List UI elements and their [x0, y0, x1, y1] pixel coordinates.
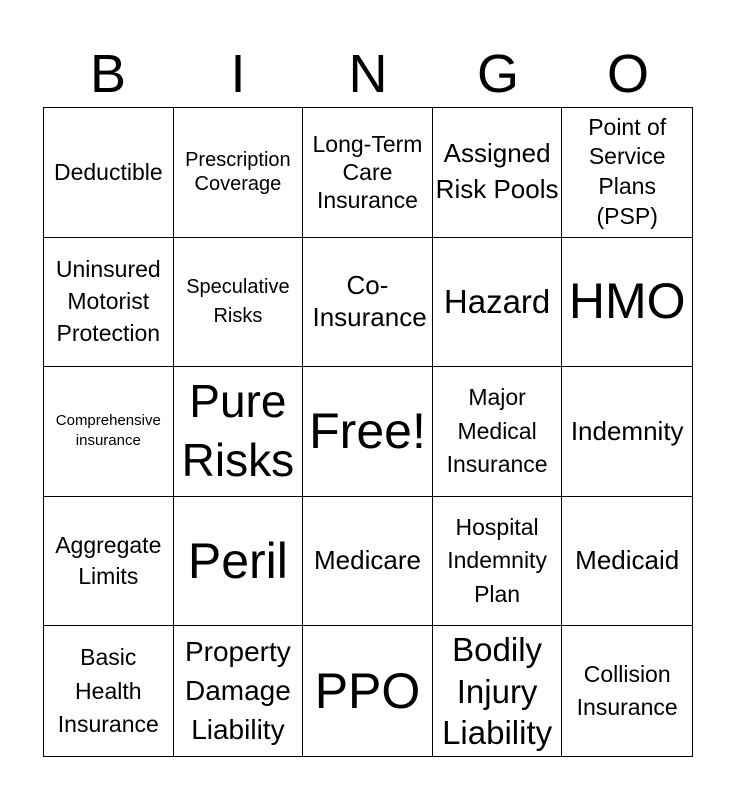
cell-label: Comprehensive insurance: [55, 412, 161, 450]
bingo-cell[interactable]: [562, 367, 692, 497]
bingo-cell[interactable]: [174, 108, 304, 238]
cell-label: Major Medical Insurance: [446, 384, 548, 478]
bingo-cell[interactable]: [44, 108, 174, 238]
bingo-cell[interactable]: [303, 626, 433, 756]
header-letter-i: I: [230, 44, 246, 104]
header-letter-n: N: [348, 44, 388, 104]
cell-label: HMO: [568, 273, 686, 330]
bingo-card-grid: [43, 107, 693, 757]
cell-label: Medicaid: [575, 545, 680, 576]
bingo-cell[interactable]: [44, 626, 174, 756]
bingo-cell[interactable]: [433, 238, 563, 368]
bingo-cell[interactable]: [433, 626, 563, 756]
header-letter-o: O: [606, 44, 649, 104]
cell-label: Deductible: [53, 159, 163, 186]
bingo-cell[interactable]: [44, 238, 174, 368]
cell-label: Uninsured Motorist Protection: [55, 256, 161, 346]
cell-label: Speculative Risks: [186, 275, 290, 327]
cell-label: Hazard: [443, 282, 551, 320]
bingo-cell[interactable]: [562, 497, 692, 627]
cell-label: Pure Risks: [181, 374, 295, 487]
bingo-cell[interactable]: [174, 626, 304, 756]
bingo-cell[interactable]: [174, 367, 304, 497]
bingo-cell[interactable]: [303, 238, 433, 368]
bingo-cell[interactable]: [433, 367, 563, 497]
cell-label: Basic Health Insurance: [57, 644, 159, 737]
bingo-cell[interactable]: [303, 497, 433, 627]
cell-label: Long-Term Care Insurance: [312, 131, 423, 214]
cell-label: Free!: [309, 402, 426, 459]
cell-label: Assigned Risk Pools: [435, 138, 559, 205]
bingo-cell[interactable]: [303, 367, 433, 497]
bingo-header: [43, 40, 693, 108]
bingo-cell[interactable]: [562, 626, 692, 756]
cell-label: Collision Insurance: [576, 660, 678, 721]
cell-label: Point of Service Plans (PSP): [588, 113, 667, 230]
cell-label: Peril: [187, 532, 288, 589]
bingo-cell[interactable]: [303, 108, 433, 238]
cell-label: Aggregate Limits: [55, 532, 162, 590]
bingo-cell[interactable]: [174, 238, 304, 368]
header-letter-g: G: [476, 44, 519, 104]
cell-label: Prescription Coverage: [185, 148, 291, 196]
cell-label: Medicare: [314, 545, 421, 576]
bingo-cell[interactable]: [174, 497, 304, 627]
cell-label: Indemnity: [570, 415, 684, 446]
bingo-cell[interactable]: [44, 367, 174, 497]
bingo-cell[interactable]: [433, 497, 563, 627]
cell-label: Bodily Injury Liability: [442, 631, 553, 751]
cell-label: Co-Insurance: [312, 270, 427, 332]
bingo-cell[interactable]: [562, 238, 692, 368]
header-letter-b: B: [89, 44, 127, 104]
bingo-cell[interactable]: [433, 108, 563, 238]
cell-label: PPO: [314, 662, 421, 719]
bingo-cell[interactable]: [44, 497, 174, 627]
cell-label: Property Damage Liability: [184, 636, 291, 745]
bingo-cell[interactable]: [562, 108, 692, 238]
cell-label: Hospital Indemnity Plan: [447, 514, 547, 607]
